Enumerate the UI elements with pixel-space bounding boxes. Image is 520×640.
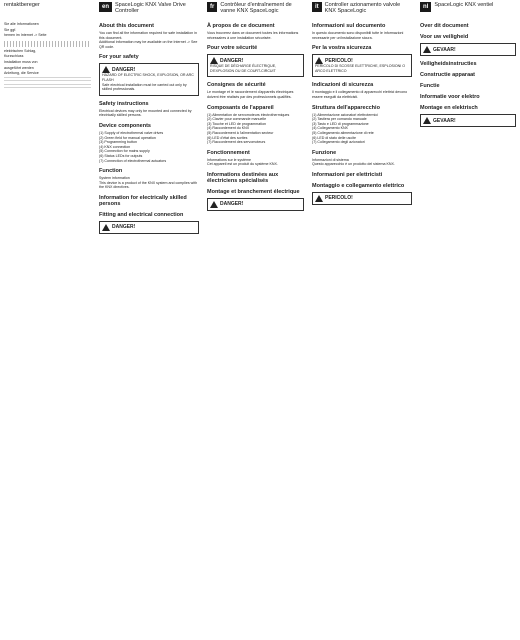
section-heading: Information for electrically skilled persons <box>99 194 187 207</box>
paragraph: Le montage et le raccordement d'appareils électriques doivent être réalisés par des professionnels qualifiés. <box>207 90 294 99</box>
danger-label: GEVAAR! <box>433 46 456 53</box>
section-heading: Pour votre sécurité <box>207 45 258 52</box>
section-heading: Fonctionnement <box>207 149 250 156</box>
text-line: Sie ggf. <box>4 27 17 32</box>
danger-label: PERICOLO! <box>325 57 353 64</box>
danger-box <box>420 114 516 127</box>
section-heading: Safety instructions <box>99 100 149 107</box>
section-heading: Consignes de sécurité <box>207 82 266 89</box>
warning-icon <box>102 224 110 231</box>
column-title: SpaceLogic KNX Valve Drive Controller <box>115 2 186 14</box>
section-heading: Montage et branchement électrique <box>207 188 300 195</box>
column-fr <box>203 0 308 640</box>
section-heading: Informatie voor elektro <box>420 94 480 100</box>
section-heading: Device components <box>99 122 151 129</box>
section-heading: Functie <box>420 83 440 89</box>
paragraph: You can find all the information required for safe installation in this document. Additional information may be available on the Internet -> See QR code. <box>99 31 198 49</box>
warning-icon <box>315 57 323 64</box>
column-title: Contrôleur d'entraînement de vanne KNX SpaceLogic <box>220 2 292 14</box>
column-title: rentaktbereger <box>4 2 40 8</box>
paragraph: HAZARD OF ELECTRIC SHOCK, EXPLOSION, OR ARC FLASH Safe electrical installation must be carried out only by skilled professionals. <box>102 73 194 92</box>
section-heading: Veiligheidsinstructies <box>420 61 477 67</box>
text-line: elektrischen Schlag, <box>4 48 37 53</box>
text-block <box>4 84 91 90</box>
section-heading: Over dit document <box>420 23 469 29</box>
paragraph: Informazioni di sistema Questo apparecchio è un prodotto del sistema KNX. <box>312 157 395 167</box>
section-heading: About this document <box>99 23 154 29</box>
language-badge: en <box>99 2 112 12</box>
warning-icon <box>102 66 110 73</box>
section-heading: Montage en elektrisch <box>420 105 478 111</box>
column-nl-partial <box>416 0 520 640</box>
text-line: ausgeführt werden <box>4 65 34 70</box>
text-line: Kurzschluss <box>4 54 24 59</box>
section-heading: Informazioni per elettricisti <box>312 171 383 178</box>
section-heading: Informazioni sul documento <box>312 23 386 29</box>
danger-label: GEVAAR! <box>433 117 456 124</box>
text-block <box>4 77 91 83</box>
section-heading: Informations destinées aux électriciens spécialisés <box>207 171 279 184</box>
danger-box <box>99 221 199 234</box>
danger-label: PERICOLO! <box>325 195 353 202</box>
danger-box <box>420 43 516 56</box>
warning-icon <box>423 117 431 124</box>
section-heading: Funzione <box>312 149 337 156</box>
danger-box <box>207 54 304 77</box>
warning-icon <box>423 46 431 53</box>
danger-box <box>312 192 412 205</box>
section-heading: Constructie apparaat <box>420 72 476 78</box>
danger-label: DANGER! <box>112 66 136 73</box>
section-divider <box>4 41 91 47</box>
paragraph: PERICOLO DI SCOSSE ELETTRICHE, ESPLOSIONI O ARCO ELETTRICO <box>315 64 406 73</box>
text-line: Sie alle Informationen <box>4 22 39 26</box>
language-badge: it <box>312 2 322 12</box>
section-heading: Function <box>99 168 123 175</box>
paragraph: Informations sur le système Cet appareil est un produit du système KNX. <box>207 157 278 167</box>
column-it <box>308 0 416 640</box>
language-badge: nl <box>420 2 431 12</box>
text-line: hemen im Internet -> Seite <box>4 33 47 38</box>
paragraph: System information This device is a product of the KNX system and complies with the KNX directives. <box>99 176 198 190</box>
section-heading: Fitting and electrical connection <box>99 211 184 218</box>
paragraph: In questo documento sono disponibili tutte le informazioni necessarie per un'installazione sicura. <box>312 31 404 40</box>
danger-box <box>99 63 199 95</box>
column-title: Controller azionamento valvole KNX SpaceLogic <box>324 2 401 14</box>
section-heading: For your safety <box>99 54 139 61</box>
text-line: Anleitung, die Service <box>4 71 39 76</box>
paragraph: (1) Supply of electrothermal valve drives (2) Green field for manual operation (3) Programming button (4) KNX connection (5) Connection for mains supply (6) Status LEDs for outputs (7) Connection of electrothermal actuators <box>99 130 167 163</box>
danger-label: DANGER! <box>112 224 136 231</box>
section-heading: Voor uw veiligheid <box>420 34 469 40</box>
warning-icon <box>210 201 218 208</box>
paragraph: Vous trouverez dans ce document toutes les informations nécessaires à une installation sécurisée. <box>207 31 299 40</box>
column-title: SpaceLogic KNX ventiel <box>434 2 494 8</box>
section-heading: Per la vostra sicurezza <box>312 45 372 52</box>
paragraph: RISQUE DE DÉCHARGE ÉLECTRIQUE, D'EXPLOSION OU DE COURT-CIRCUIT <box>210 64 277 73</box>
paragraph: Electrical devices may only be mounted and connected by electrically skilled persons. <box>99 108 192 118</box>
danger-box <box>312 54 412 77</box>
section-heading: Montaggio e collegamento elettrico <box>312 182 405 189</box>
section-heading: Struttura dell'apparecchio <box>312 104 380 111</box>
paragraph: (1) Alimentazione azionatori elettrotermici (2) Tastiera per comando manuale (3) Tasto e LED di programmazione (4) Collegamento KNX (5) Collegamento alimentazione di rete (6) LED di stato delle uscite (7) Collegamento degli azionatori <box>312 112 378 145</box>
danger-label: DANGER! <box>220 57 244 64</box>
column-en <box>95 0 203 640</box>
section-heading: Indicazioni di sicurezza <box>312 82 374 89</box>
section-heading: À propos de ce document <box>207 23 275 29</box>
paragraph: (1) Alimentation de servomoteurs électrothermiques (2) Clavier pour commande manuelle (3) Touche et LED de programmation (4) Raccordement du KNX (5) Raccordement à l'alimentation secteur (6) LED d'état des sorties (7) Raccordement des servomoteurs <box>207 112 290 145</box>
section-heading: Composants de l'appareil <box>207 104 274 111</box>
danger-label: DANGER! <box>220 201 244 208</box>
warning-icon <box>315 195 323 202</box>
language-badge: fr <box>207 2 217 12</box>
column-de-partial <box>0 0 95 640</box>
text-line: Installation muss von <box>4 59 38 64</box>
paragraph: Il montaggio e il collegamento di apparecchi elettrici devono essere eseguiti da elettricisti. <box>312 90 408 99</box>
danger-box <box>207 198 304 211</box>
